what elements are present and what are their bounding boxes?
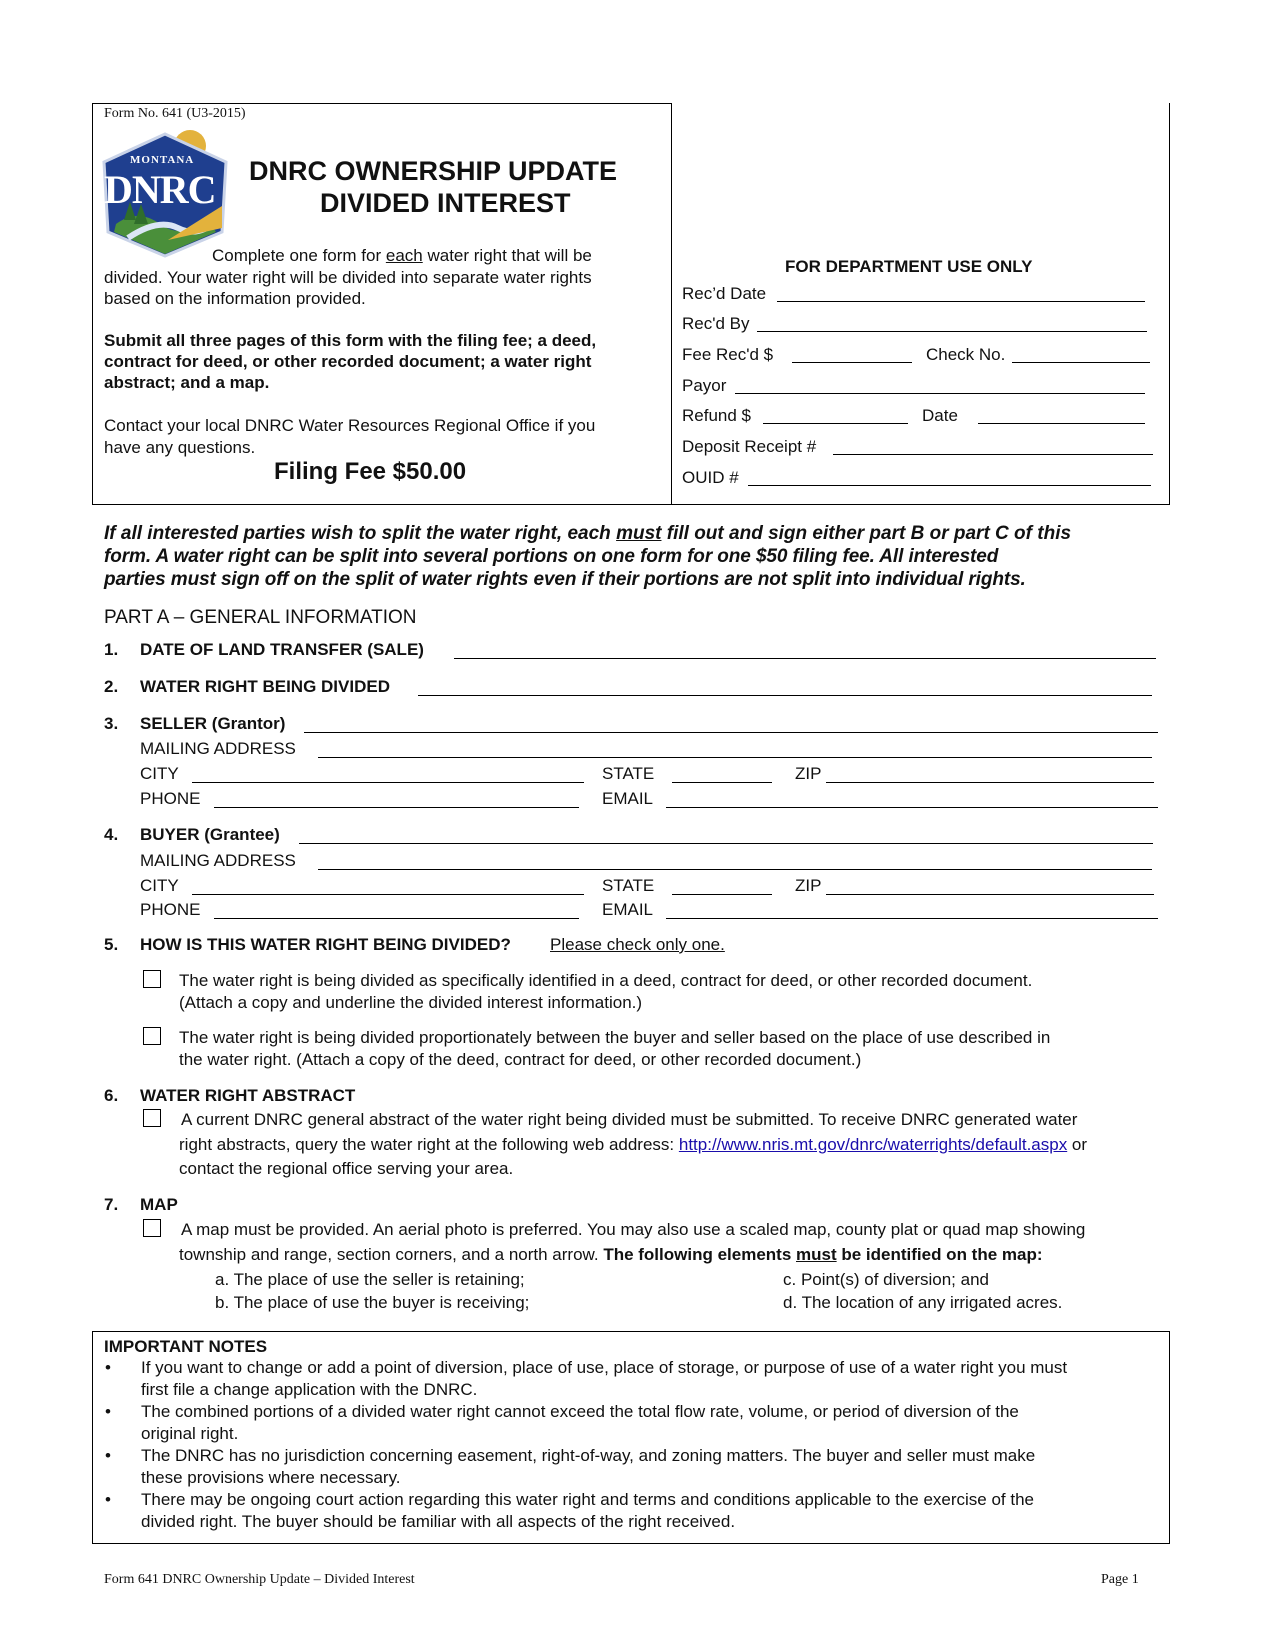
form-title-line2: DIVIDED INTEREST	[320, 188, 571, 218]
buyer-mailing-label: MAILING ADDRESS	[140, 851, 296, 870]
header-box-outer-right	[1169, 103, 1170, 505]
part-a-heading: PART A – GENERAL INFORMATION	[104, 607, 417, 628]
item6-label: WATER RIGHT ABSTRACT	[140, 1086, 356, 1105]
buyer-email-field[interactable]	[666, 918, 1158, 919]
note4-line2: divided right. The buyer should be familiar with all aspects of the right received.	[141, 1512, 736, 1531]
map-checkbox[interactable]	[143, 1219, 161, 1237]
footer-page-number: Page 1	[1101, 1572, 1139, 1587]
footer-form-name: Form 641 DNRC Ownership Update – Divided Interest	[104, 1572, 415, 1587]
item1-number: 1.	[104, 640, 119, 659]
item7-c: c. Point(s) of diversion; and	[783, 1270, 989, 1289]
note1-line2: first file a change application with the DNRC.	[141, 1380, 478, 1399]
filing-fee: Filing Fee $50.00	[274, 458, 467, 485]
buyer-zip-field[interactable]	[826, 894, 1154, 895]
buyer-zip-label: ZIP	[795, 876, 822, 895]
seller-state-label: STATE	[602, 764, 655, 783]
buyer-state-label: STATE	[602, 876, 655, 895]
instructions-line3: parties must sign off on the split of water rights even if their portions are not split into individual rights.	[104, 569, 1026, 590]
ouid-label: OUID #	[682, 468, 739, 487]
date-label: Date	[922, 406, 958, 425]
abstract-link[interactable]: http://www.nris.mt.gov/dnrc/waterrights/default.aspx	[678, 1135, 1068, 1154]
option1-line2: (Attach a copy and underline the divided interest information.)	[179, 993, 643, 1012]
fee-recd-label: Fee Rec'd $	[682, 345, 774, 364]
item2-label: WATER RIGHT BEING DIVIDED	[140, 677, 390, 696]
note3-line2: these provisions where necessary.	[141, 1468, 401, 1487]
seller-zip-label: ZIP	[795, 764, 822, 783]
payor-label: Payor	[682, 376, 727, 395]
note4-bullet: •	[105, 1490, 111, 1509]
note4-line1: There may be ongoing court action regarding this water right and terms and conditions applicable to the exercise of the	[141, 1490, 1035, 1509]
intro-line2: divided. Your water right will be divided into separate water rights	[104, 268, 592, 287]
seller-city-label: CITY	[140, 764, 179, 783]
item7-label: MAP	[140, 1195, 178, 1214]
note3-line1: The DNRC has no jurisdiction concerning easement, right-of-way, and zoning matters. The buyer and seller must make	[141, 1446, 1036, 1465]
option2-line2: the water right. (Attach a copy of the deed, contract for deed, or other recorded document.)	[179, 1050, 862, 1069]
note1-line1: If you want to change or add a point of diversion, place of use, place of storage, or purpose of use of a water right you must	[141, 1358, 1068, 1377]
intro-line1: Complete one form for each water right that will be	[212, 246, 592, 265]
buyer-email-label: EMAIL	[602, 900, 654, 919]
item7-b: b. The place of use the buyer is receiving;	[215, 1293, 530, 1312]
note2-line1: The combined portions of a divided water right cannot exceed the total flow rate, volume, or period of diversion of the	[141, 1402, 1019, 1421]
item1-label: DATE OF LAND TRANSFER (SALE)	[140, 640, 424, 659]
item4-label: BUYER (Grantee)	[140, 825, 280, 844]
instructions-line2: form. A water right can be split into several portions on one form for one $50 filing fee. All interested	[104, 546, 999, 567]
recd-by-field[interactable]	[757, 331, 1147, 332]
refund-field[interactable]	[763, 423, 908, 424]
option1-checkbox[interactable]	[143, 970, 161, 988]
contact-line2: have any questions.	[104, 438, 256, 457]
note3-bullet: •	[105, 1446, 111, 1465]
instructions-line1: If all interested parties wish to split the water right, each must fill out and sign either part B or part C of this	[104, 523, 1072, 544]
submit-line2: contract for deed, or other recorded document; a water right	[104, 352, 592, 371]
logo-montana-text: MONTANA	[130, 154, 195, 166]
item4-number: 4.	[104, 825, 119, 844]
item7-line1: A map must be provided. An aerial photo is preferred. You may also use a scaled map, county plat or quad map showing	[181, 1220, 1086, 1239]
item6-number: 6.	[104, 1086, 119, 1105]
contact-line1: Contact your local DNRC Water Resources Regional Office if you	[104, 416, 596, 435]
option2-line1: The water right is being divided proportionately between the buyer and seller based on the place of use described in	[179, 1028, 1051, 1047]
seller-email-field[interactable]	[666, 807, 1158, 808]
item5-note: Please check only one.	[550, 935, 725, 954]
form-number: Form No. 641 (U3-2015)	[104, 106, 246, 121]
seller-name-field[interactable]	[304, 732, 1158, 733]
recd-by-label: Rec'd By	[682, 314, 750, 333]
important-notes-heading: IMPORTANT NOTES	[104, 1337, 268, 1356]
ouid-field[interactable]	[748, 485, 1151, 486]
item7-d: d. The location of any irrigated acres.	[783, 1293, 1063, 1312]
buyer-city-label: CITY	[140, 876, 179, 895]
buyer-name-field[interactable]	[299, 843, 1153, 844]
form-title-line1: DNRC OWNERSHIP UPDATE	[249, 156, 618, 186]
note2-line2: original right.	[141, 1424, 239, 1443]
seller-state-field[interactable]	[672, 782, 772, 783]
buyer-city-field[interactable]	[192, 894, 584, 895]
abstract-checkbox[interactable]	[143, 1109, 161, 1127]
submit-line3: abstract; and a map.	[104, 373, 270, 392]
intro-line3: based on the information provided.	[104, 289, 366, 308]
submit-line1: Submit all three pages of this form with the filing fee; a deed,	[104, 331, 597, 350]
item7-line2: township and range, section corners, and a north arrow. The following elements must be identified on the map:	[179, 1245, 1043, 1264]
recd-date-field[interactable]	[777, 301, 1145, 302]
item5-label: HOW IS THIS WATER RIGHT BEING DIVIDED?	[140, 935, 511, 954]
buyer-phone-label: PHONE	[140, 900, 201, 919]
water-right-divided-field[interactable]	[418, 695, 1152, 696]
seller-city-field[interactable]	[192, 782, 584, 783]
item2-number: 2.	[104, 677, 119, 696]
check-no-field[interactable]	[1012, 362, 1150, 363]
payor-field[interactable]	[735, 393, 1145, 394]
item7-number: 7.	[104, 1195, 119, 1214]
seller-mailing-field[interactable]	[318, 757, 1152, 758]
fee-recd-field[interactable]	[792, 362, 912, 363]
buyer-state-field[interactable]	[672, 894, 772, 895]
dept-use-heading: FOR DEPARTMENT USE ONLY	[785, 257, 1033, 276]
date-field[interactable]	[978, 423, 1145, 424]
seller-mailing-label: MAILING ADDRESS	[140, 739, 296, 758]
buyer-mailing-field[interactable]	[318, 869, 1152, 870]
seller-zip-field[interactable]	[826, 782, 1154, 783]
recd-date-label: Rec’d Date	[682, 284, 767, 303]
header-box-right-border	[671, 103, 672, 505]
item3-number: 3.	[104, 714, 119, 733]
option2-checkbox[interactable]	[143, 1027, 161, 1045]
item6-line2: right abstracts, query the water right at the following web address: http://www.nris.mt.gov/dnrc/waterrights/default.aspx or	[179, 1135, 1088, 1154]
seller-phone-label: PHONE	[140, 789, 201, 808]
item5-number: 5.	[104, 935, 119, 954]
deposit-receipt-label: Deposit Receipt #	[682, 437, 817, 456]
seller-email-label: EMAIL	[602, 789, 654, 808]
seller-phone-field[interactable]	[214, 807, 579, 808]
item6-line1: A current DNRC general abstract of the water right being divided must be submitted. To receive DNRC generated water	[181, 1110, 1078, 1129]
item6-line3: contact the regional office serving your area.	[179, 1159, 514, 1178]
refund-label: Refund $	[682, 406, 751, 425]
item7-a: a. The place of use the seller is retaining;	[215, 1270, 525, 1289]
logo-dnrc-text: DNRC	[104, 167, 216, 212]
deposit-receipt-field[interactable]	[833, 454, 1153, 455]
item3-label: SELLER (Grantor)	[140, 714, 286, 733]
note2-bullet: •	[105, 1402, 111, 1421]
option1-line1: The water right is being divided as specifically identified in a deed, contract for deed, or other recorded document.	[179, 971, 1033, 990]
date-of-transfer-field[interactable]	[454, 658, 1156, 659]
check-no-label: Check No.	[926, 345, 1006, 364]
header-box-bottom	[671, 504, 1170, 505]
note1-bullet: •	[105, 1358, 111, 1377]
buyer-phone-field[interactable]	[214, 918, 579, 919]
